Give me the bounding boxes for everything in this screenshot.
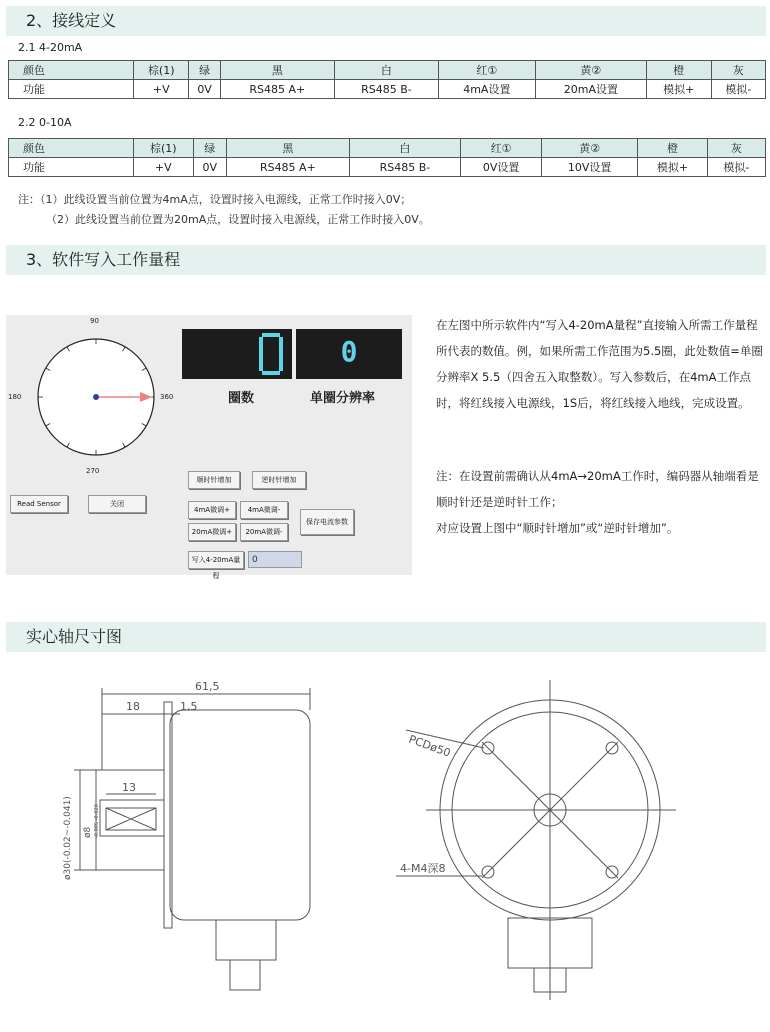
section-title: 3、软件写入工作量程 xyxy=(26,250,181,269)
table-cell: 10V设置 xyxy=(542,158,638,177)
dim-flat: 13 xyxy=(122,781,136,794)
table-cell: 0V xyxy=(189,80,220,99)
flange xyxy=(164,702,172,928)
dim-shaft-dia: ø8 xyxy=(83,826,93,838)
table-header-row xyxy=(9,139,766,158)
table-cell: 功能 xyxy=(9,80,134,99)
20ma-down-button[interactable]: 20mA微调- xyxy=(240,523,288,541)
clockwise-button[interactable]: 顺时针增加 xyxy=(188,471,240,489)
table-cell: RS485 B- xyxy=(335,80,439,99)
table-cell: RS485 A+ xyxy=(227,158,350,177)
table-cell: RS485 A+ xyxy=(220,80,334,99)
save-current-button[interactable]: 保存电流参数 xyxy=(300,509,354,535)
write-range-button[interactable]: 写入4-20mA量程 xyxy=(188,551,244,569)
side-view-drawing xyxy=(40,670,370,1030)
header-cell: 黑 xyxy=(220,61,334,80)
turns-label: 圈数 xyxy=(228,391,255,406)
header-cell: 灰 xyxy=(711,61,765,80)
section-header-dimensions xyxy=(6,622,766,652)
resolution-display xyxy=(296,329,402,379)
table-cell: 模拟+ xyxy=(646,80,711,99)
header-cell: 白 xyxy=(349,139,460,158)
dim-shaft: 18 xyxy=(126,700,140,713)
4ma-up-button[interactable]: 4mA微调+ xyxy=(188,501,236,519)
note-line-2: （2）此线设置当前位置为20mA点，设置时接入电源线，正常工作时接入0V。 xyxy=(46,213,430,226)
front-view-drawing xyxy=(396,670,726,1030)
table-row xyxy=(9,80,766,99)
table-cell: 功能 xyxy=(9,158,134,177)
dial-label-top: 90 xyxy=(90,317,99,325)
turns-display xyxy=(182,329,292,379)
header-cell: 红① xyxy=(438,61,535,80)
section-title: 实心轴尺寸图 xyxy=(26,627,123,646)
software-panel xyxy=(6,315,412,580)
cable-gland xyxy=(230,960,260,990)
section-header-software xyxy=(6,245,766,275)
shaft xyxy=(100,800,164,836)
table-cell: 模拟- xyxy=(711,80,765,99)
table-cell: 模拟+ xyxy=(638,158,708,177)
header-cell: 绿 xyxy=(189,61,220,80)
angle-dial xyxy=(12,315,182,475)
read-sensor-button[interactable]: Read Sensor xyxy=(10,495,68,513)
dial-label-bottom: 270 xyxy=(86,467,100,475)
4ma-down-button[interactable]: 4mA微调- xyxy=(240,501,288,519)
header-cell: 颜色 xyxy=(9,139,134,158)
header-cell: 红① xyxy=(461,139,542,158)
table-header-row xyxy=(9,61,766,80)
table-row xyxy=(9,158,766,177)
header-cell: 绿 xyxy=(193,139,227,158)
header-cell: 颜色 xyxy=(9,61,134,80)
resolution-label: 单圈分辨率 xyxy=(310,391,376,406)
dim-holes: 4-M4深8 xyxy=(400,862,446,875)
dim-total: 61,5 xyxy=(195,680,220,693)
description-note-1: 注：在设置前需确认从4mA→20mA工作时，编码器从轴端看是顺时针还是逆时针工作； xyxy=(436,469,759,509)
section-header-wiring xyxy=(6,6,766,36)
seven-seg-digit xyxy=(182,329,292,379)
header-cell: 棕(1) xyxy=(134,139,194,158)
dim-body-dia: ø30(-0.02~-0.041) xyxy=(63,796,73,880)
20ma-up-button[interactable]: 20mA微调+ xyxy=(188,523,236,541)
dim-pcd: PCDø50 xyxy=(406,732,453,760)
table-cell: 4mA设置 xyxy=(438,80,535,99)
section-title: 2、接线定义 xyxy=(26,11,117,30)
description-note-2: 对应设置上图中“顺时针增加”或“逆时针增加”。 xyxy=(436,521,679,535)
header-cell: 棕(1) xyxy=(134,61,189,80)
table-cell: +V xyxy=(134,158,194,177)
header-cell: 白 xyxy=(335,61,439,80)
close-button[interactable]: 关闭 xyxy=(88,495,146,513)
table-cell: RS485 B- xyxy=(349,158,460,177)
note-line-1: 注：（1）此线设置当前位置为4mA点，设置时接入电源线，正常工作时接入0V； xyxy=(18,193,412,206)
description-paragraph: 在左图中所示软件内“写入4-20mA量程”直接输入所需工作量程所代表的数值。例，如果所需工作范围为5.5圈，此处数值=单圈分辨率X 5.5（四舍五入取整数）。写入参数后，在4mA工作点时，将红线接入电源线，1S后，将红线接入地线，完成设置。 xyxy=(436,318,763,410)
dial-label-right: 360 xyxy=(160,393,174,401)
connector xyxy=(216,920,276,960)
table-caption: 2.1 4-20mA xyxy=(18,41,83,54)
table-caption: 2.2 0-10A xyxy=(18,116,72,129)
dim-shaft-tol: -0.005 -0.020 xyxy=(94,804,100,838)
table-cell: 20mA设置 xyxy=(535,80,646,99)
resolution-value: 0 xyxy=(340,335,358,368)
header-cell: 橙 xyxy=(638,139,708,158)
dial-label-left: 180 xyxy=(8,393,22,401)
header-cell: 灰 xyxy=(707,139,765,158)
encoder-body xyxy=(170,710,310,920)
counterclockwise-button[interactable]: 逆时针增加 xyxy=(252,471,306,489)
table-cell: +V xyxy=(134,80,189,99)
wiring-table-0-10a xyxy=(8,138,766,177)
wiring-table-4-20ma xyxy=(8,60,766,99)
table-cell: 0V xyxy=(193,158,227,177)
header-cell: 黄② xyxy=(535,61,646,80)
write-range-input[interactable]: 0 xyxy=(248,551,302,568)
header-cell: 橙 xyxy=(646,61,711,80)
header-cell: 黑 xyxy=(227,139,350,158)
table-cell: 模拟- xyxy=(707,158,765,177)
dial-center xyxy=(93,394,99,400)
dim-flange: 1,5 xyxy=(180,700,198,713)
table-cell: 0V设置 xyxy=(461,158,542,177)
header-cell: 黄② xyxy=(542,139,638,158)
